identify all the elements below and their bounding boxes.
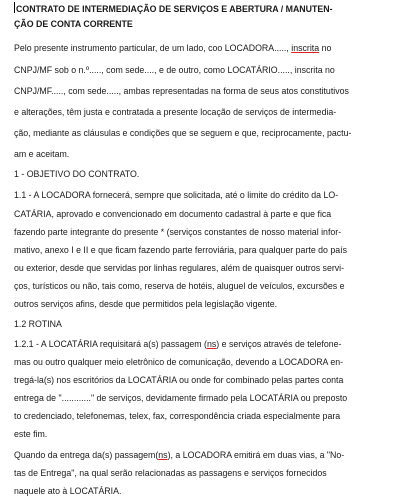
spellcheck-word: inscrita (291, 43, 320, 53)
section-1-line: outros serviços afins, desde que permitidos pela legislação vigente. (14, 299, 278, 309)
section-2-line-5: to credenciado, telefonemas, telex, fax, correspondência criada especialmente para (14, 411, 341, 421)
section-1-heading: 1 - OBJETIVO DO CONTRATO. (14, 169, 140, 179)
section-2-line-1 (14, 338, 341, 350)
section-2-p2-line-3: naquele ato à LOCATÁRIA. (14, 486, 122, 496)
section-1-line: mativo, anexo I e II e que ficam fazendo parte ferroviária, para qualquer parte do país (14, 245, 348, 255)
title-line-2: ÇÃO DE CONTA CORRENTE (14, 19, 133, 29)
spellcheck-word: ns (158, 450, 168, 460)
section-2-line-1a: 1.2.1 - A LOCATÁRIA requisitará a(s) passagem ( (14, 339, 207, 349)
section-2-line-3: tregá-la(s) nos escritórios da LOCATÁRIA ou onde for combinado pelas partes conta (14, 375, 344, 385)
preamble-line-4: e alterações, têm justa e contratada a presente locação de serviços de intermedia- (14, 107, 337, 117)
section-2-p2-line-1 (14, 449, 344, 461)
title-line-1-text: CONTRATO DE INTERMEDIAÇÃO DE SERVIÇOS E ABERTURA / MANUTEN- (16, 4, 333, 14)
section-1-line: CATÁRIA, aprovado e convencionado em documento cadastral à parte e que fica (14, 209, 332, 219)
section-2-heading: 1.2 ROTINA (14, 319, 62, 329)
preamble-line-5: ção, mediante as cláusulas e condições que se seguem e que, reciprocamente, pactu- (14, 128, 352, 138)
section-2-line-4: entrega de "............" de serviços, devidamente firmado pela LOCATÁRIA ou preposto (14, 393, 348, 403)
preamble-line-2: CNPJ/MF sob o n.º....., com sede...., e de outro, como LOCATÁRIO....., inscrita no (14, 65, 335, 75)
section-2-p2-line-1a: Quando da entrega da(s) passagem( (14, 450, 159, 460)
section-1-line: fazendo parte integrante do presente * (serviços constantes de nosso material infor- (14, 227, 342, 237)
preamble-line-1 (14, 42, 331, 54)
section-2-line-2: mas ou outro qualquer meio eletrônico de comunicação, devendo a LOCADORA en- (14, 357, 344, 367)
section-1-line: 1.1 - A LOCADORA fornecerá, sempre que solicitada, até o limite do crédito da LO- (14, 190, 339, 200)
section-2-line-1c: ) e serviços através de telefone- (216, 339, 342, 349)
preamble-line-1a: Pelo presente instrumento particular, de um lado, coo LOCADORA....., (14, 43, 292, 53)
preamble-line-1c: no (319, 43, 332, 53)
title-line-1 (14, 2, 333, 15)
section-2-p2-line-2: tas de Entrega", na qual serão relacionadas as passagens e serviços fornecidos (14, 468, 327, 478)
preamble-line-6: am e aceitam. (14, 149, 70, 159)
section-2-p2-line-1c: ), a LOCADORA emitirá em duas vias, a "No- (167, 450, 345, 460)
section-1-line: ou exterior, desde que servidas por linhas regulares, além de quaisquer outros servi- (14, 263, 345, 273)
text-cursor (14, 2, 15, 13)
section-2-line-6: este fim. (14, 429, 48, 439)
section-1-line: ços, turísticos ou não, tais como, reserva de hotéis, aluguel de veículos, excursões e (14, 281, 345, 291)
spellcheck-word: ns (206, 339, 217, 349)
preamble-line-3: CNPJ/MF....., com sede....., ambas representadas na forma de seus atos constitutivos (14, 86, 349, 96)
